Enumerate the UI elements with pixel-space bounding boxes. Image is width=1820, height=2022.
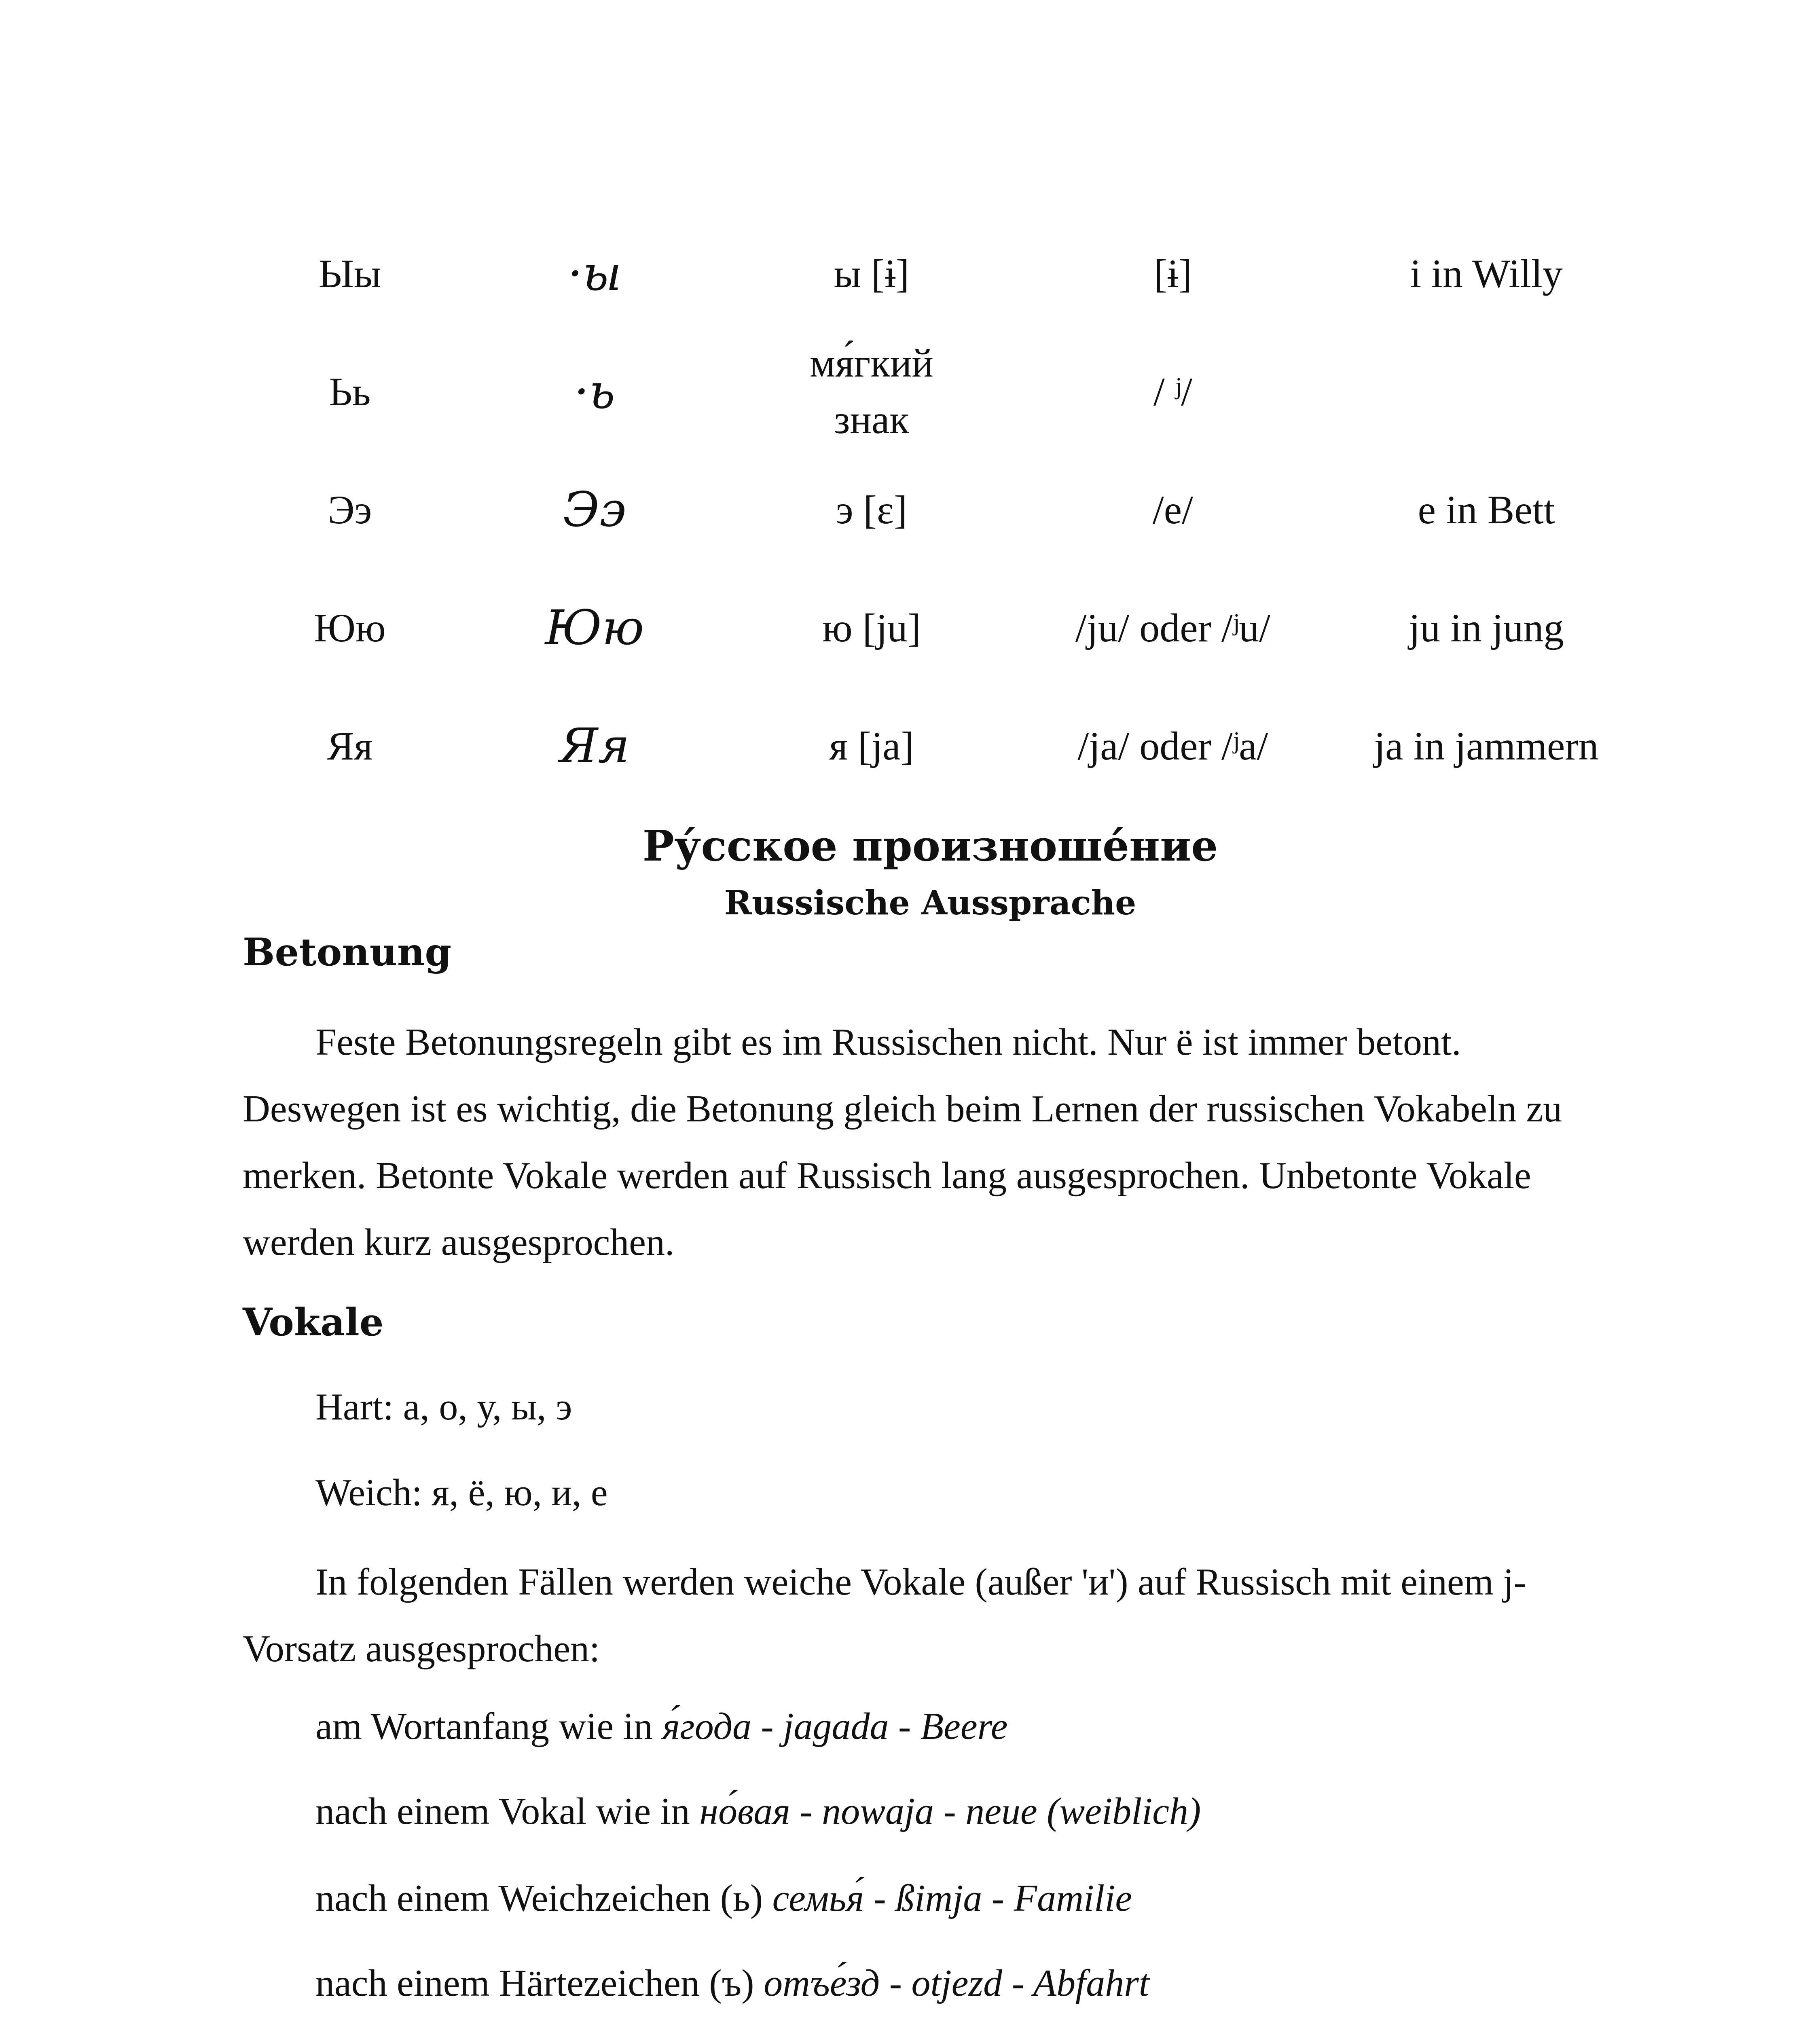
example-cell: ju in jung [1409, 605, 1564, 650]
cursive-cell: Юю [545, 599, 644, 656]
phoneme-cell: / ʲ/ [1153, 369, 1193, 414]
name-cell [732, 244, 1011, 303]
phoneme-cell: [ɨ] [1153, 251, 1192, 296]
case-line [315, 1876, 1132, 1920]
case-example: я́года - jagada - Beere [662, 1705, 1008, 1747]
phoneme-cell: /e/ [1153, 487, 1193, 532]
vokale-intro-text: In folgenden Fällen werden weiche Vokale (außer 'и') auf Russisch mit einem j-Vorsatz ausgesprochen: [243, 1561, 1526, 1670]
table-row [243, 332, 1638, 451]
letter-cell: Ьь [329, 369, 371, 414]
example-cell: i in Willy [1410, 251, 1563, 296]
case-example: но́вая - nowaja - neue (weiblich) [699, 1790, 1201, 1832]
cursive-cell: Яя [559, 717, 630, 774]
case-line [315, 1705, 1007, 1748]
soft-vowels: Weich: я, ё, ю, и, е [315, 1472, 608, 1514]
letter-cell: Яя [327, 723, 373, 768]
name-cell [732, 599, 1011, 657]
phoneme-cell: /ja/ oder /ʲa/ [1077, 723, 1268, 768]
case-prefix: nach einem Weichzeichen (ь) [315, 1877, 772, 1919]
phoneme-cell: /ju/ oder /ʲu/ [1075, 605, 1271, 650]
letter-cell: Ээ [328, 487, 372, 532]
name-cell [732, 480, 1011, 539]
name-line: ю [ju] [822, 605, 921, 650]
cursive-cell: ·ы [567, 245, 622, 301]
letter-cell: Юю [314, 605, 386, 650]
vokale-title: Vokale [243, 1300, 384, 1345]
example-cell: ja in jammern [1374, 723, 1599, 768]
name-line: ы [ɨ] [834, 251, 910, 296]
case-prefix: nach einem Vokal wie in [315, 1790, 700, 1832]
table-row [243, 687, 1638, 805]
betonung-text: Feste Betonungsregeln gibt es im Russischen nicht. Nur ë ist immer betont. Deswegen ist es wichtig, die Betonung gleich beim Lernen der russischen Vokabeln zu merken. Betonte Vokale werden auf Russisch lang ausgesprochen. Unbetonte Vokale werden kurz ausgesprochen. [243, 1021, 1562, 1263]
name-line: мя́гкий [810, 341, 933, 385]
case-example: отъе́зд - otjezd - Abfahrt [764, 1962, 1149, 2004]
letter-cell: Ыы [318, 251, 381, 296]
case-line [315, 1961, 1149, 2005]
table-row [243, 569, 1638, 687]
name-line: э [ɛ] [836, 487, 908, 532]
cursive-cell: ·ь [574, 363, 615, 419]
example-cell: e in Bett [1418, 487, 1555, 532]
hard-vowels: Hart: а, о, у, ы, э [315, 1386, 572, 1428]
name-line: знак [834, 397, 909, 442]
case-prefix: nach einem Härtezeichen (ъ) [315, 1962, 764, 2004]
table-row [243, 451, 1638, 569]
vokale-intro [243, 1549, 1626, 1682]
name-line: я [ja] [829, 723, 914, 768]
case-prefix: am Wortanfang wie in [315, 1705, 662, 1747]
name-cell [732, 335, 1011, 448]
case-example: семья́ - ßimja - Familie [772, 1877, 1132, 1919]
table-row [243, 214, 1638, 332]
section-heading-german: Russische Aussprache [724, 884, 1136, 922]
betonung-paragraph [243, 1009, 1626, 1276]
section-heading-russian: Ру́сское произноше́ние [642, 821, 1218, 871]
alphabet-table [243, 214, 1638, 805]
case-line [315, 1789, 1201, 1833]
betonung-title: Betonung [243, 930, 452, 975]
cursive-cell: Ээ [563, 481, 626, 537]
name-cell [732, 717, 1011, 775]
